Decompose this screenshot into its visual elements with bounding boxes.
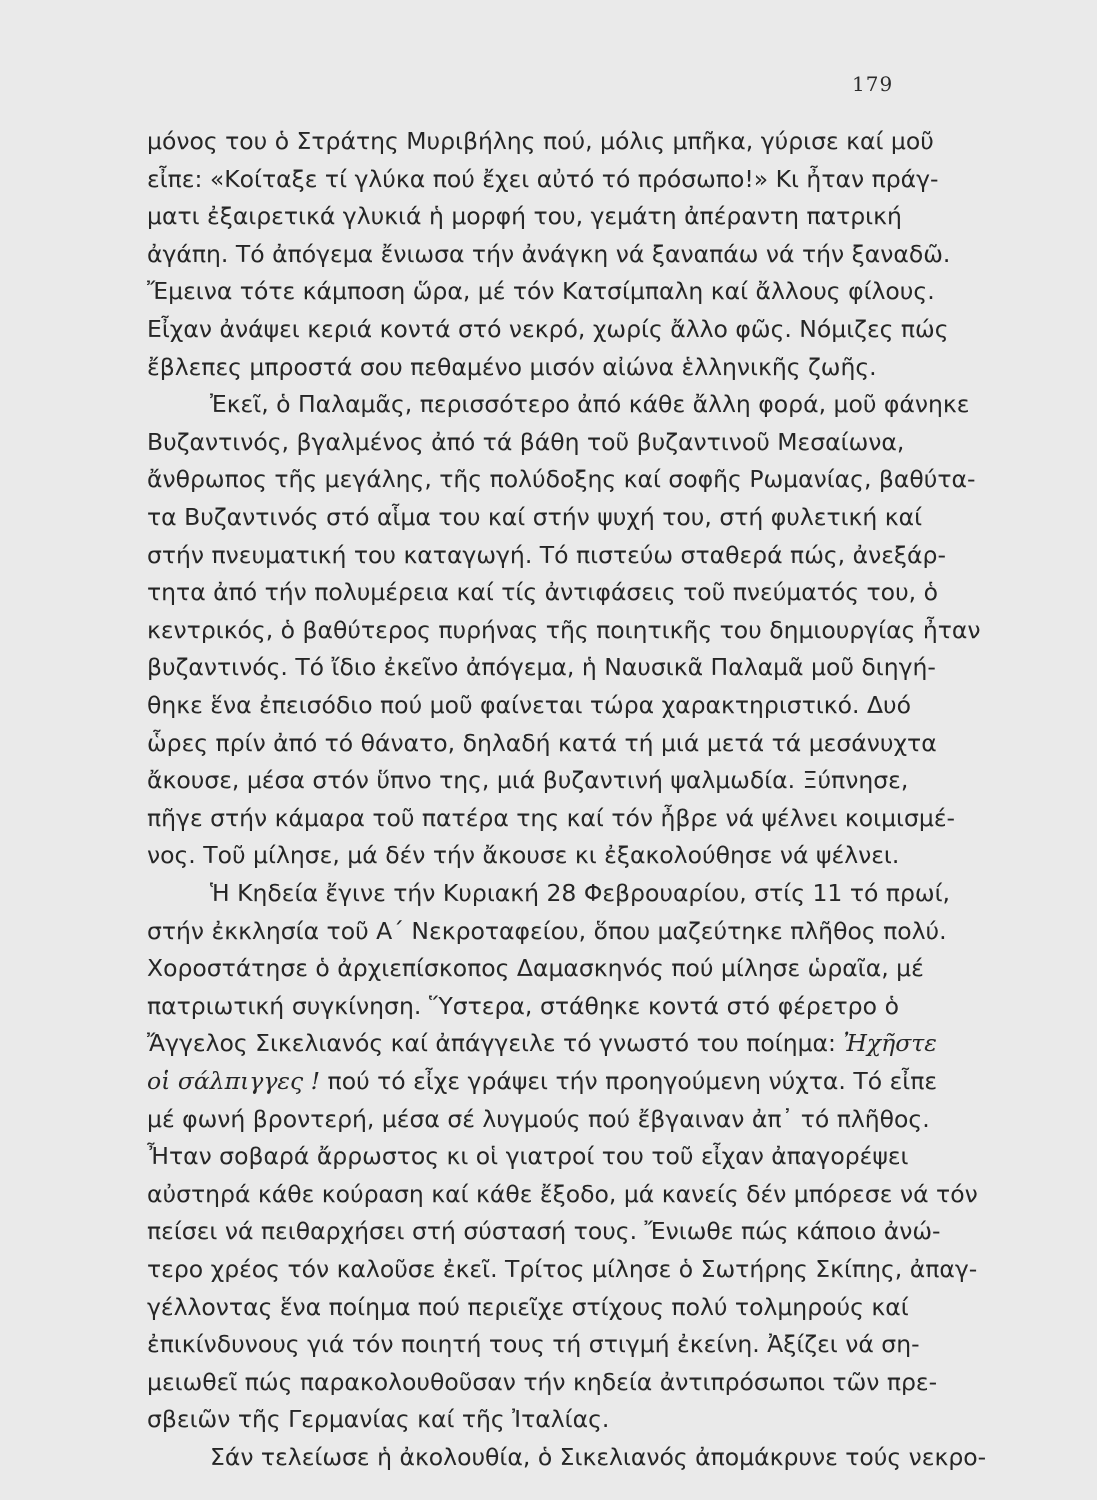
line-text: ἔβλεπες μπροστά σου πεθαμένο μισόν αἰώνα ἑλληνικῆς ζωῆς.	[147, 352, 877, 381]
line-text: πῆγε στήν κάμαρα τοῦ πατέρα της καί τόν ἦβρε νά ψέλνει κοιμισμέ-	[147, 803, 956, 832]
line-text: Βυζαντινός, βγαλμένος ἀπό τά βάθη τοῦ βυζαντινοῦ Μεσαίωνα,	[147, 427, 905, 456]
text-line	[147, 1325, 920, 1363]
text-line	[147, 122, 934, 160]
line-text: Ἔμεινα τότε κάμποση ὥρα, μέ τόν Κατσίμπαλη καί ἄλλους φίλους.	[147, 277, 935, 306]
line-text: τητα ἀπό τήν πολυμέρεια καί τίς ἀντιφάσεις τοῦ πνεύματός του, ὁ	[147, 578, 938, 607]
line-text: στήν ἐκκλησία τοῦ Α΄ Νεκροταφείου, ὅπου μαζεύτηκε πλῆθος πολύ.	[147, 916, 947, 945]
text-line	[210, 1438, 987, 1476]
line-text: Χοροστάτησε ὁ ἀρχιεπίσκοπος Δαμασκηνός πού μίλησε ὡραῖα, μέ	[147, 954, 924, 983]
italic-text: Ἠχῆστε	[843, 1029, 937, 1058]
line-text: μόνος του ὁ Στράτης Μυριβήλης πού, μόλις μπῆκα, γύρισε καί μοῦ	[147, 127, 934, 155]
text-line	[147, 761, 909, 799]
text-line	[147, 310, 949, 348]
line-text: εἶπε: «Κοίταξε τί γλύκα πού ἔχει αὐτό τό πρόσωπο!» Κι ἦταν πράγ-	[147, 164, 939, 193]
page-number: 179	[852, 72, 894, 96]
line-text: Εἶχαν ἀνάψει κεριά κοντά στό νεκρό, χωρίς ἄλλο φῶς. Νόμιζες πώς	[147, 315, 949, 343]
text-line	[147, 498, 923, 536]
line-text: μειωθεῖ πώς παρακολουθοῦσαν τήν κηδεία ἀντιπρόσωποι τῶν πρε-	[147, 1367, 938, 1396]
text-line	[147, 235, 951, 273]
text-line	[147, 197, 902, 235]
text-line	[147, 1250, 978, 1288]
line-text: ἀγάπη. Τό ἀπόγεμα ἔνιωσα τήν ἀνάγκη νά ξαναπάω νά τήν ξαναδῶ.	[147, 239, 951, 268]
text-line	[147, 836, 899, 874]
line-text: Ἄγγελος Σικελιανός καί ἀπάγγειλε τό γνωστό του ποίημα:	[147, 1029, 844, 1058]
text-line	[147, 1100, 930, 1138]
text-line	[147, 348, 899, 386]
text-line	[147, 1062, 938, 1100]
text-line	[147, 987, 899, 1025]
text-line	[147, 611, 981, 649]
text-line	[147, 949, 924, 987]
line-text: πατριωτική συγκίνηση. Ὕστερα, στάθηκε κοντά στό φέρετρο ὁ	[147, 991, 899, 1020]
text-line	[147, 1363, 938, 1401]
line-text: νος. Τοῦ μίλησε, μά δέν τήν ἄκουσε κι ἐξακολούθησε νά ψέλνει.	[147, 841, 900, 870]
line-text: βυζαντινός. Τό ἴδιο ἐκεῖνο ἀπόγεμα, ἡ Ναυσικᾶ Παλαμᾶ μοῦ διηγή-	[147, 653, 936, 682]
text-line	[147, 1212, 941, 1250]
italic-text: οἱ σάλπιγγες !	[147, 1067, 321, 1095]
line-text: τερο χρέος τόν καλοῦσε ἐκεῖ. Τρίτος μίλησε ὁ Σωτήρης Σκίπης, ἀπαγ-	[147, 1255, 978, 1283]
text-line	[147, 1024, 937, 1062]
line-text: γέλλοντας ἕνα ποίημα πού περιεῖχε στίχους πολύ τολμηρούς καί	[147, 1292, 909, 1321]
text-line	[147, 1400, 899, 1438]
text-line	[147, 1175, 978, 1213]
line-text: ἄνθρωπος τῆς μεγάλης, τῆς πολύδοξης καί σοφῆς Ρωμανίας, βαθύτα-	[147, 465, 976, 494]
line-text: σβειῶν τῆς Γερμανίας καί τῆς Ἰταλίας.	[147, 1405, 610, 1434]
line-text: Ἐκεῖ, ὁ Παλαμᾶς, περισσότερο ἀπό κάθε ἄλλη φορά, μοῦ φάνηκε	[210, 390, 970, 419]
line-text: στήν πνευματική του καταγωγή. Τό πιστεύω σταθερά πώς, ἀνεξάρ-	[147, 540, 946, 569]
line-text: ματι ἐξαιρετικά γλυκιά ἡ μορφή του, γεμάτη ἀπέραντη πατρική	[147, 202, 902, 231]
text-line	[147, 573, 938, 611]
text-line	[147, 799, 956, 837]
line-text: Ἦταν σοβαρά ἄρρωστος κι οἱ γιατροί του τοῦ εἶχαν ἀπαγορέψει	[147, 1142, 909, 1171]
text-line	[147, 423, 905, 461]
text-line	[147, 648, 936, 686]
line-text: ἄκουσε, μέσα στόν ὕπνο της, μιά βυζαντινή ψαλμωδία. Ξύπνησε,	[147, 766, 909, 795]
line-text: κεντρικός, ὁ βαθύτερος πυρήνας τῆς ποιητικῆς του δημιουργίας ἦταν	[147, 615, 981, 644]
line-text: ὧρες πρίν ἀπό τό θάνατο, δηλαδή κατά τή μιά μετά τά μεσάνυχτα	[147, 728, 937, 757]
text-line	[147, 1288, 909, 1326]
text-line	[147, 536, 946, 574]
line-text: πού τό εἶχε γράψει τήν προηγούμενη νύχτα. Τό εἶπε	[320, 1067, 938, 1095]
line-text: τα Βυζαντινός στό αἷμα του καί στήν ψυχή του, στή φυλετική καί	[147, 503, 923, 531]
text-line	[147, 724, 937, 762]
text-line	[147, 272, 935, 310]
line-text: θηκε ἕνα ἐπεισόδιο πού μοῦ φαίνεται τώρα χαρακτηριστικό. Δυό	[147, 691, 912, 719]
line-text: ἐπικίνδυνους γιά τόν ποιητή τους τή στιγμή ἐκείνη. Ἀξίζει νά ση-	[147, 1330, 920, 1359]
text-line	[147, 912, 947, 950]
line-text: πείσει νά πειθαρχήσει στή σύστασή τους. Ἔνιωθε πώς κάποιο ἀνώ-	[147, 1217, 941, 1246]
text-line	[147, 160, 939, 198]
text-line	[147, 686, 912, 724]
line-text: Ἡ Κηδεία ἔγινε τήν Κυριακή 28 Φεβρουαρίου, στίς 11 τό πρωί,	[210, 879, 951, 907]
line-text: Σάν τελείωσε ἡ ἀκολουθία, ὁ Σικελιανός ἀπομάκρυνε τούς νεκρο-	[210, 1443, 987, 1471]
text-line	[147, 460, 976, 498]
line-text: αὐστηρά κάθε κούραση καί κάθε ἔξοδο, μά κανείς δέν μπόρεσε νά τόν	[147, 1179, 978, 1208]
text-line	[147, 1137, 909, 1175]
line-text: μέ φωνή βροντερή, μέσα σέ λυγμούς πού ἔβγαιναν ἀπ᾽ τό πλῆθος.	[147, 1104, 930, 1133]
text-line	[210, 385, 970, 423]
text-line	[210, 874, 951, 912]
